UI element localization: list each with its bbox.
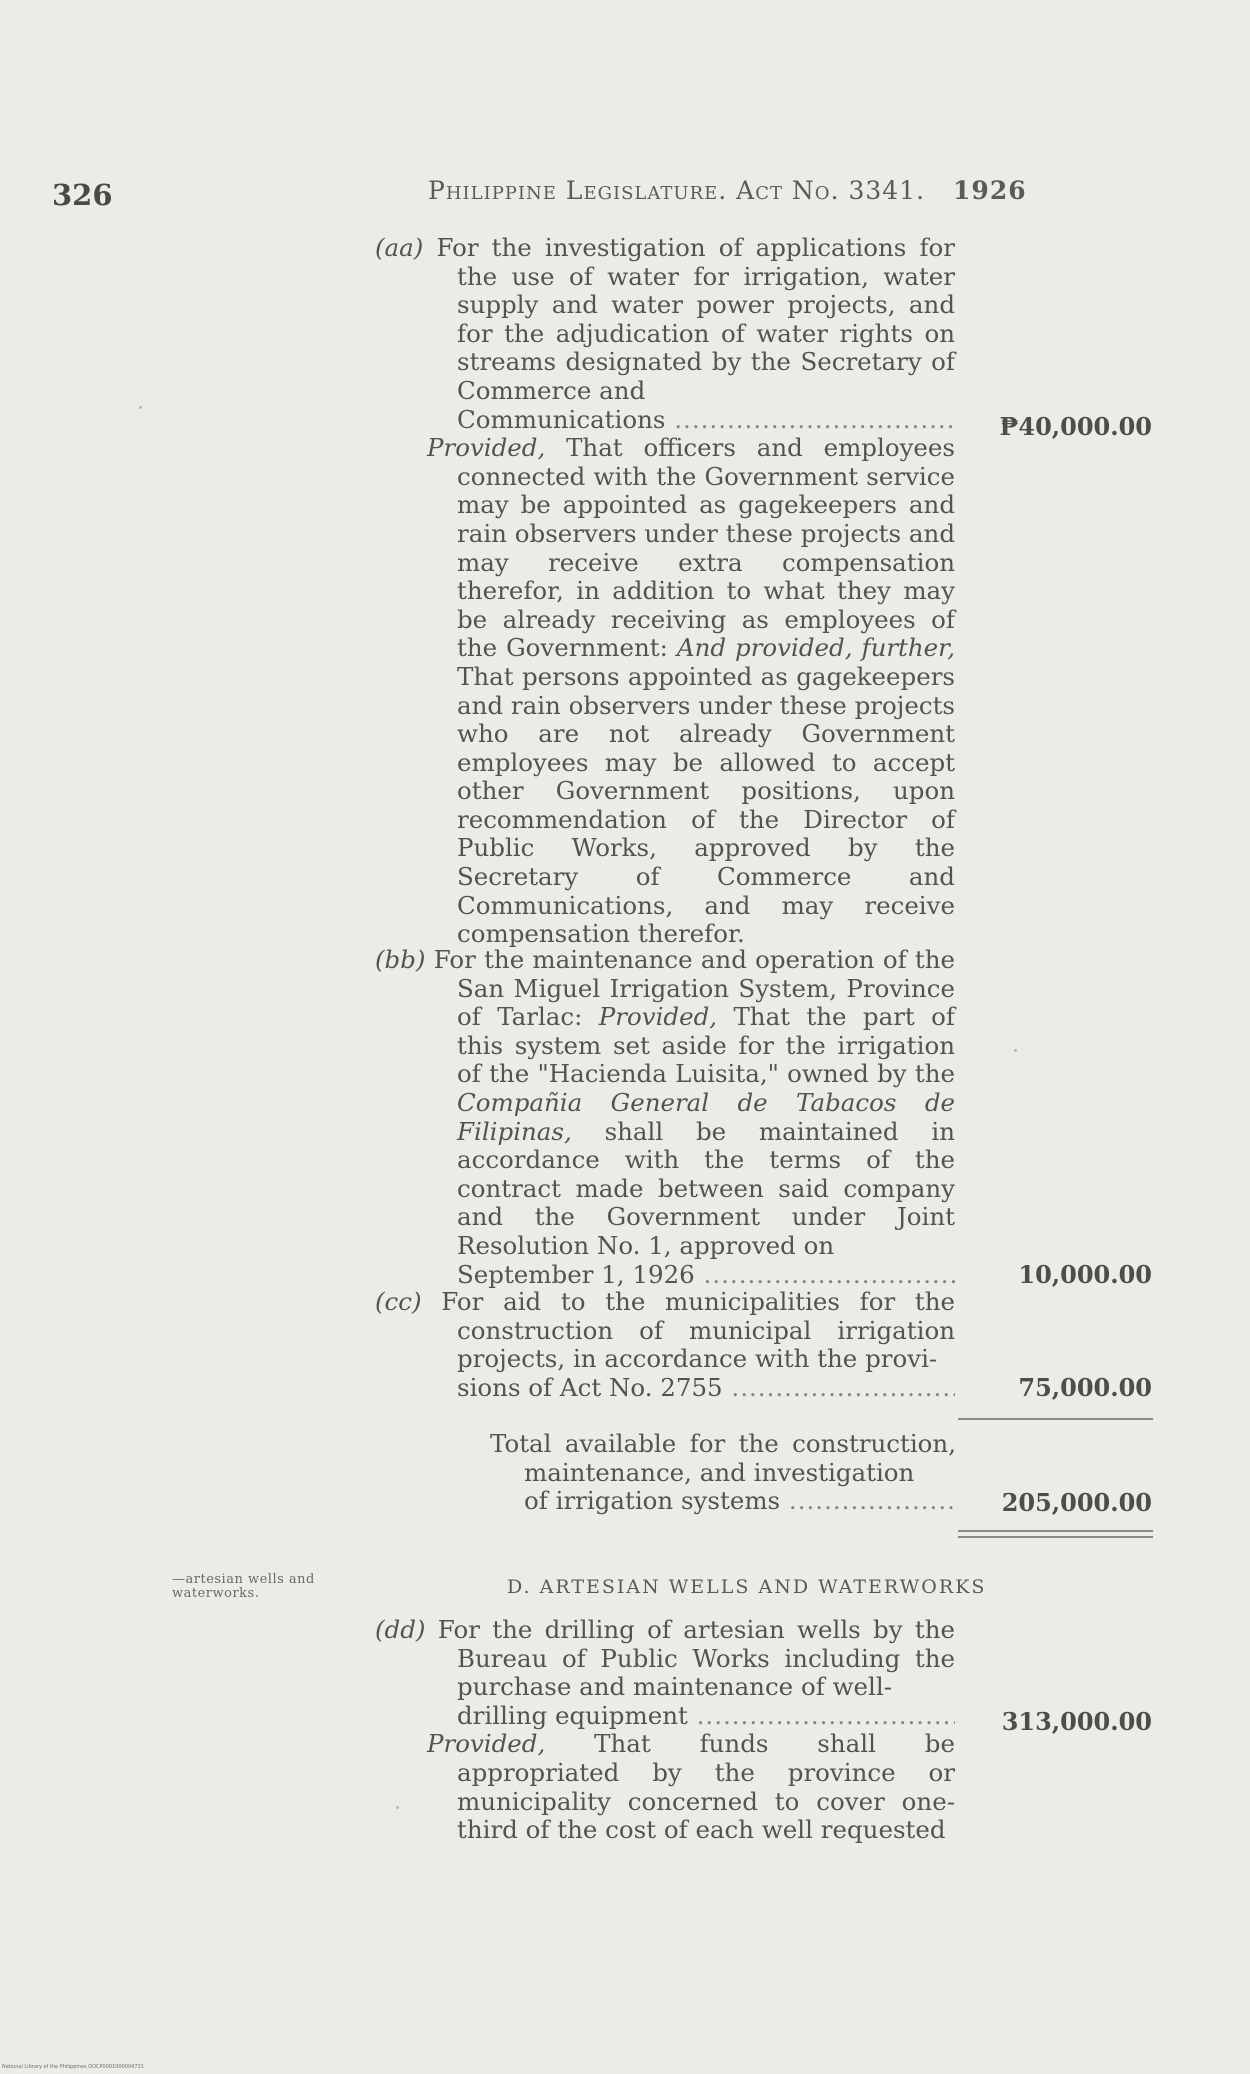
- item-bb-company: Compañia General de Tabacos de Filipinas,: [457, 1087, 955, 1146]
- header-year: 1926: [953, 176, 1027, 205]
- item-aa: [375, 234, 955, 949]
- item-dd-last-line: drilling equipment .....: [457, 1702, 955, 1731]
- item-bb-text2: That the part of this system set aside for the irrigation of the "Hacienda Luisita," owned by the: [457, 1002, 955, 1089]
- item-aa-body: For the investigation of applications for the use of water for irrigation, water supply and water power projects, and for the adjudication of water rights on streams designated by the Secretary of Commerce and: [436, 233, 956, 405]
- page-number: 326: [52, 178, 113, 212]
- total-double-rule-top: [958, 1530, 1153, 1532]
- item-bb-paragraph: [375, 946, 955, 1289]
- item-bb-label: (bb): [375, 945, 426, 974]
- item-dd-amount: 313,000.00: [1001, 1707, 1152, 1736]
- running-header: [428, 176, 1027, 205]
- item-dd-paragraph: [375, 1616, 955, 1730]
- total-last-line: of irrigation systems .....: [524, 1487, 956, 1516]
- item-dd: [375, 1616, 955, 1845]
- item-dd-proviso-text: That funds shall be appropriated by the province or municipality concerned to cover one-third of the cost of each well requested: [457, 1729, 955, 1845]
- item-aa-proviso-lead2: And provided, further,: [676, 633, 955, 663]
- item-aa-proviso: [375, 434, 955, 949]
- total-paragraph: [490, 1430, 956, 1516]
- section-heading: D. ARTESIAN WELLS AND WATERWORKS: [507, 1576, 987, 1598]
- item-bb: [375, 946, 955, 1289]
- running-title: Philippine Legislature. Act No. 3341.: [428, 176, 926, 205]
- item-dd-proviso: [375, 1730, 955, 1844]
- item-bb-text3: shall be maintained in accordance with the terms of the contract made between said company and the Government under Joint Resolution No. 1, approved on: [457, 1116, 955, 1260]
- item-dd-body: For the drilling of artesian wells by the Bureau of Public Works including the purchase and maintenance of well-: [437, 1615, 955, 1702]
- item-aa-paragraph: [375, 234, 955, 434]
- item-cc-label: (cc): [375, 1287, 422, 1316]
- item-aa-last-line: Communications .....: [457, 406, 955, 435]
- scan-speck: [1014, 1049, 1017, 1052]
- scan-speck: [396, 1806, 399, 1809]
- total-body: Total available for the construction, maintenance, and investigation: [490, 1429, 956, 1487]
- item-aa-proviso-lead: Provided,: [427, 433, 546, 463]
- item-aa-label: (aa): [375, 233, 424, 262]
- item-cc: [375, 1288, 955, 1402]
- scan-speck: [139, 406, 142, 409]
- total-block: [490, 1430, 956, 1516]
- item-aa-proviso-text2: That persons appointed as gagekeepers and rain observers under these projects who are not already Government employees may be allowed to accept other Government positions, upon recommendation of the Director of Public Works, approved by the Secretary of Commerce and Communications, and may receive compensation therefor.: [457, 661, 955, 949]
- subtotal-rule: [958, 1418, 1153, 1420]
- item-cc-paragraph: [375, 1288, 955, 1402]
- item-bb-text1: For the maintenance and operation of the San Miguel Irrigation System, Province of Tarlac:: [433, 945, 955, 1032]
- margin-note: —artesian wells and waterworks.: [172, 1572, 315, 1601]
- item-bb-lead: Provided,: [598, 1002, 718, 1032]
- item-bb-last-line: September 1, 1926 .....: [457, 1261, 955, 1290]
- item-cc-amount: 75,000.00: [1018, 1373, 1152, 1402]
- item-cc-body: For aid to the municipalities for the construction of municipal irrigation projects, in accordance with the provi-: [441, 1287, 955, 1374]
- total-double-rule-bottom: [958, 1536, 1153, 1538]
- item-aa-amount: ₱40,000.00: [999, 412, 1152, 441]
- item-aa-proviso-text1: That officers and employees connected with the Government service may be appointed as gagekeepers and rain observers under these projects and may receive extra compensation therefor, in addition to what they may be already receiving as employees of the Government:: [457, 433, 955, 663]
- item-dd-label: (dd): [375, 1615, 426, 1644]
- item-bb-amount: 10,000.00: [1018, 1260, 1152, 1289]
- total-amount: 205,000.00: [1001, 1488, 1152, 1517]
- scan-credit: National Library of the Philippines DOCP0001000004731: [2, 2064, 144, 2070]
- item-cc-last-line: sions of Act No. 2755 .....: [457, 1374, 955, 1403]
- item-dd-proviso-lead: Provided,: [427, 1729, 546, 1759]
